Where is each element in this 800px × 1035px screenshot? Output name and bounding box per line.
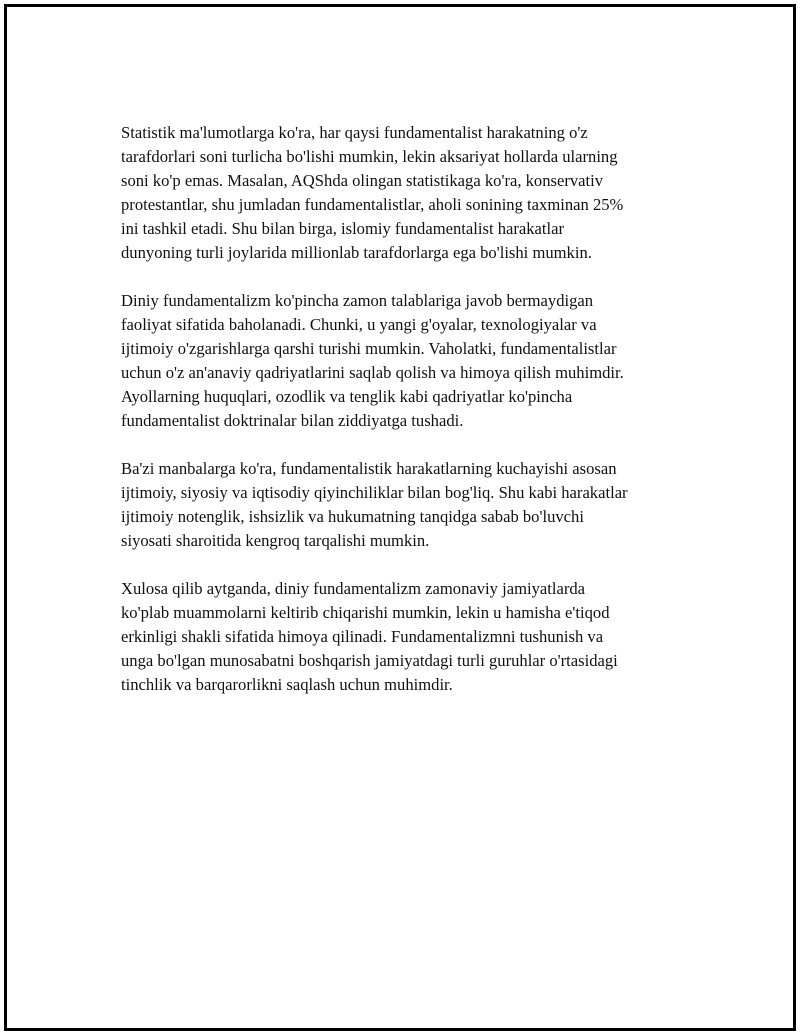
- text-line: uchun o'z an'anaviy qadriyatlarini saqlab qolish va himoya qilish muhimdir.: [121, 363, 624, 382]
- text-line: siyosati sharoitida kengroq tarqalishi mumkin.: [121, 531, 430, 550]
- paragraph-1: [121, 121, 691, 265]
- text-line: unga bo'lgan munosabatni boshqarish jamiyatdagi turli guruhlar o'rtasidagi: [121, 651, 618, 670]
- text-line: faoliyat sifatida baholanadi. Chunki, u yangi g'oyalar, texnologiyalar va: [121, 315, 597, 334]
- text-line: Xulosa qilib aytganda, diniy fundamentalizm zamonaviy jamiyatlarda: [121, 579, 586, 598]
- text-line: tarafdorlari soni turlicha bo'lishi mumkin, lekin aksariyat hollarda ularning: [121, 147, 618, 166]
- paragraph-4: [121, 577, 691, 697]
- text-line: ini tashkil etadi. Shu bilan birga, islomiy fundamentalist harakatlar: [121, 219, 565, 238]
- text-line: ijtimoiy notenglik, ishsizlik va hukumatning tanqidga sabab bo'luvchi: [121, 507, 584, 526]
- paragraph-3: [121, 457, 691, 553]
- text-line: ko'plab muammolarni keltirib chiqarishi mumkin, lekin u hamisha e'tiqod: [121, 603, 610, 622]
- text-line: ijtimoiy o'zgarishlarga qarshi turishi mumkin. Vaholatki, fundamentalistlar: [121, 339, 617, 358]
- text-line: erkinligi shakli sifatida himoya qilinadi. Fundamentalizmni tushunish va: [121, 627, 604, 646]
- text-line: Statistik ma'lumotlarga ko'ra, har qaysi fundamentalist harakatning o'z: [121, 123, 588, 142]
- text-line: protestantlar, shu jumladan fundamentalistlar, aholi sonining taxminan 25%: [121, 195, 624, 214]
- text-line: Ba'zi manbalarga ko'ra, fundamentalistik harakatlarning kuchayishi asosan: [121, 459, 617, 478]
- text-line: dunyoning turli joylarida millionlab tarafdorlarga ega bo'lishi mumkin.: [121, 243, 592, 262]
- document-page: [4, 4, 796, 1031]
- text-line: Ayollarning huquqlari, ozodlik va tenglik kabi qadriyatlar ko'pincha: [121, 387, 573, 406]
- text-line: tinchlik va barqarorlikni saqlash uchun muhimdir.: [121, 675, 453, 694]
- text-line: soni ko'p emas. Masalan, AQShda olingan statistikaga ko'ra, konservativ: [121, 171, 604, 190]
- text-line: fundamentalist doktrinalar bilan ziddiyatga tushadi.: [121, 411, 464, 430]
- text-line: ijtimoiy, siyosiy va iqtisodiy qiyinchiliklar bilan bog'liq. Shu kabi harakatlar: [121, 483, 628, 502]
- document-body: [121, 121, 691, 721]
- paragraph-2: [121, 289, 691, 433]
- text-line: Diniy fundamentalizm ko'pincha zamon talablariga javob bermaydigan: [121, 291, 594, 310]
